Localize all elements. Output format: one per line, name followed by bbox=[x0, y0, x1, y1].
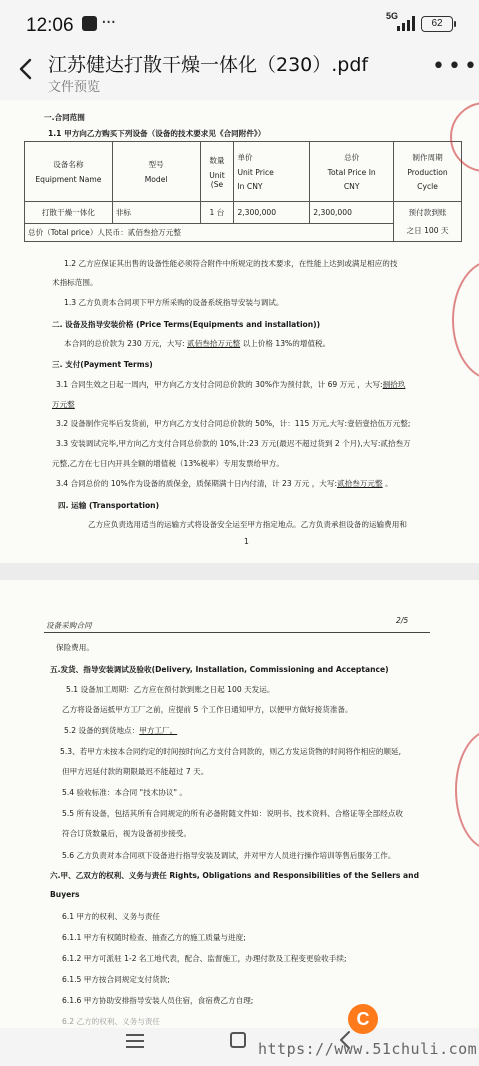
network-type: 5G bbox=[386, 11, 399, 21]
header-divider bbox=[44, 632, 430, 633]
equipment-table bbox=[24, 141, 462, 242]
section4-heading: 四. 运输 (Transportation) bbox=[58, 501, 160, 510]
pdf-page-1 bbox=[0, 100, 479, 563]
battery-icon: 62 bbox=[421, 16, 453, 32]
company-seal-right bbox=[452, 260, 479, 380]
site-logo-icon: C bbox=[348, 1004, 378, 1034]
more-notifications-icon: ··· bbox=[101, 12, 116, 33]
status-bar bbox=[0, 0, 479, 44]
clause-5-5b: 符合订货数量后，视为设备初步接受。 bbox=[62, 829, 192, 838]
cell-unit-price: 2,300,000 bbox=[234, 202, 310, 224]
clause-1-3: 1.3 乙方负责本合同项下甲方所采购的设备系统指导安装与调试。 bbox=[64, 298, 284, 307]
clause-6-1-2: 6.1.2 甲方可派驻 1-2 名工地代表，配合、监督施工，办理付款及工程变更验收手续; bbox=[62, 954, 347, 963]
document-viewer[interactable] bbox=[0, 100, 479, 1040]
clause-1-2a: 1.2 乙方应保证其出售的设备性能必须符合附件中所规定的技术要求，在性能上达到或满足相应的技 bbox=[64, 259, 398, 268]
clock: 12:06 bbox=[26, 15, 74, 36]
clause-5-2: 5.2 设备的到货地点：甲方工厂。 bbox=[64, 726, 178, 735]
pdf-page-2 bbox=[0, 580, 479, 1040]
section3-heading: 三. 支付(Payment Terms) bbox=[52, 360, 153, 369]
page2-header-left: 设备采购合同 bbox=[46, 621, 92, 630]
more-options-icon[interactable]: • • • bbox=[432, 54, 475, 79]
clause-3-1b: 万元整 bbox=[52, 400, 75, 409]
clause-6-1-1: 6.1.1 甲方有权随时检查、抽查乙方的施工质量与进度; bbox=[62, 933, 246, 942]
clause-6-2-partial: 6.2 乙方的权利、义务与责任 bbox=[62, 1017, 161, 1026]
recent-apps-icon[interactable] bbox=[126, 1034, 144, 1048]
price-clause: 本合同的总价款为 230 万元，大写: 贰佰叁拾万元整 以上价格 13%的增值税。 bbox=[64, 339, 331, 348]
company-seal-page2 bbox=[455, 730, 479, 850]
clause-5-1b: 乙方将设备运抵甲方工厂之前，应提前 5 个工作日通知甲方，以便甲方做好接货准备。 bbox=[62, 705, 353, 714]
clause-3-3a: 3.3 安装调试完毕,甲方向乙方支付合同总价款的 10%,计:23 万元(最迟不超过货到 2 个月),大写:贰拾叁万 bbox=[56, 439, 411, 448]
clause-1-2b: 术指标范围。 bbox=[52, 278, 98, 287]
section6-heading-b: Buyers bbox=[50, 890, 80, 899]
section1-1-text: 1.1 甲方向乙方购买下列设备（设备的技术要求见《合同附件》） bbox=[48, 129, 266, 138]
header-model: 型号 Model bbox=[112, 142, 200, 202]
total-price-row: 总价（Total price）人民币：贰佰叁拾万元整 bbox=[25, 224, 394, 242]
section6-heading-a: 六.甲、乙双方的权利、义务与责任 Rights, Obligations and Responsibilities of the Sellers and bbox=[50, 871, 420, 880]
header-total-price: 总价 Total Price In CNY bbox=[310, 142, 394, 202]
continued-text: 保险费用。 bbox=[56, 643, 94, 652]
header-unit-price: 单价 Unit Price In CNY bbox=[234, 142, 310, 202]
clause-5-4: 5.4 验收标准：本合同 "技术协议" 。 bbox=[62, 788, 188, 797]
clause-5-5a: 5.5 所有设备，包括其所有合同规定的所有必备附随文件如：说明书、技术资料、合格证等全部经点收 bbox=[62, 809, 404, 818]
clause-3-2: 3.2 设备制作完毕后发货前，甲方向乙方支付合同总价款的 50%，计：115 万元,大写:壹佰壹拾伍万元整; bbox=[56, 419, 411, 428]
header-equipment-name: 设备名称 Equipment Name bbox=[25, 142, 113, 202]
clause-6-1-5: 6.1.5 甲方按合同规定支付货款; bbox=[62, 975, 170, 984]
cell-equipment: 打散干燥一体化 bbox=[25, 202, 113, 224]
clause-5-6: 5.6 乙方负责对本合同项下设备进行指导安装及调试，并对甲方人员进行操作培训等售后服务工作。 bbox=[62, 851, 396, 860]
clause-5-1: 5.1 设备加工周期：乙方应在预付款到账之日起 100 天发运。 bbox=[66, 685, 275, 694]
clause-5-3b: 但甲方迟延付款的期限最迟不能超过 7 天。 bbox=[62, 767, 209, 776]
back-arrow-icon[interactable] bbox=[14, 54, 38, 84]
header-unit: 数量 Unit (Se bbox=[200, 142, 234, 202]
cell-model: 非标 bbox=[112, 202, 200, 224]
file-title: 江苏健达打散干燥一体化（230）.pdf bbox=[48, 54, 369, 76]
section5-heading: 五.发货、指导安装调试及验收(Delivery, Installation, Commissioning and Acceptance) bbox=[50, 665, 389, 674]
page-number: 1 bbox=[244, 537, 249, 546]
app-header bbox=[0, 44, 479, 100]
clause-3-1a: 3.1 合同生效之日起一周内，甲方向乙方支付合同总价款的 30%作为预付款，计 69 万元 ，大写:捌拾玖 bbox=[56, 380, 406, 389]
cell-cycle: 预付款到账 之日 100 天 bbox=[394, 202, 462, 242]
signal-icon bbox=[397, 16, 415, 31]
table-row bbox=[25, 202, 462, 224]
watermark-text: https://www.51chuli.com bbox=[258, 1040, 478, 1058]
clause-3-3b: 元整,乙方在七日内开具全额的增值税（13%税率）专用发票给甲方。 bbox=[52, 459, 284, 468]
header-production-cycle: 制作周期 Production Cycle bbox=[394, 142, 462, 202]
page2-header-right: 2/5 bbox=[396, 616, 409, 625]
clause-3-4: 3.4 合同总价的 10%作为设备的质保金，质保期满十日内付清，计 23 万元 ，大写:贰拾叁万元整 。 bbox=[56, 479, 393, 488]
app-notification-icon bbox=[82, 16, 97, 31]
home-icon[interactable] bbox=[230, 1032, 246, 1048]
cell-total-price: 2,300,000 bbox=[310, 202, 394, 224]
clause-6-1: 6.1 甲方的权利、义务与责任 bbox=[62, 912, 161, 921]
clause-6-1-6: 6.1.6 甲方协助安排指导安装人员住宿，食宿费乙方自理; bbox=[62, 996, 254, 1005]
file-subtitle: 文件预览 bbox=[48, 80, 101, 95]
cell-quantity: 1 台 bbox=[200, 202, 234, 224]
section1-heading: 一.合同范围 bbox=[44, 113, 85, 122]
section2-heading: 二. 设备及指导安装价格 (Price Terms(Equipments and installation)) bbox=[52, 320, 321, 329]
clause-4: 乙方应负责选用适当的运输方式将设备安全运至甲方指定地点。乙方负责承担设备的运输费用和 bbox=[88, 520, 407, 529]
clause-5-3a: 5.3、若甲方未按本合同约定的时间按时向乙方支付合同款的，则乙方发运货物的时间将作相应的顺延, bbox=[60, 747, 402, 756]
